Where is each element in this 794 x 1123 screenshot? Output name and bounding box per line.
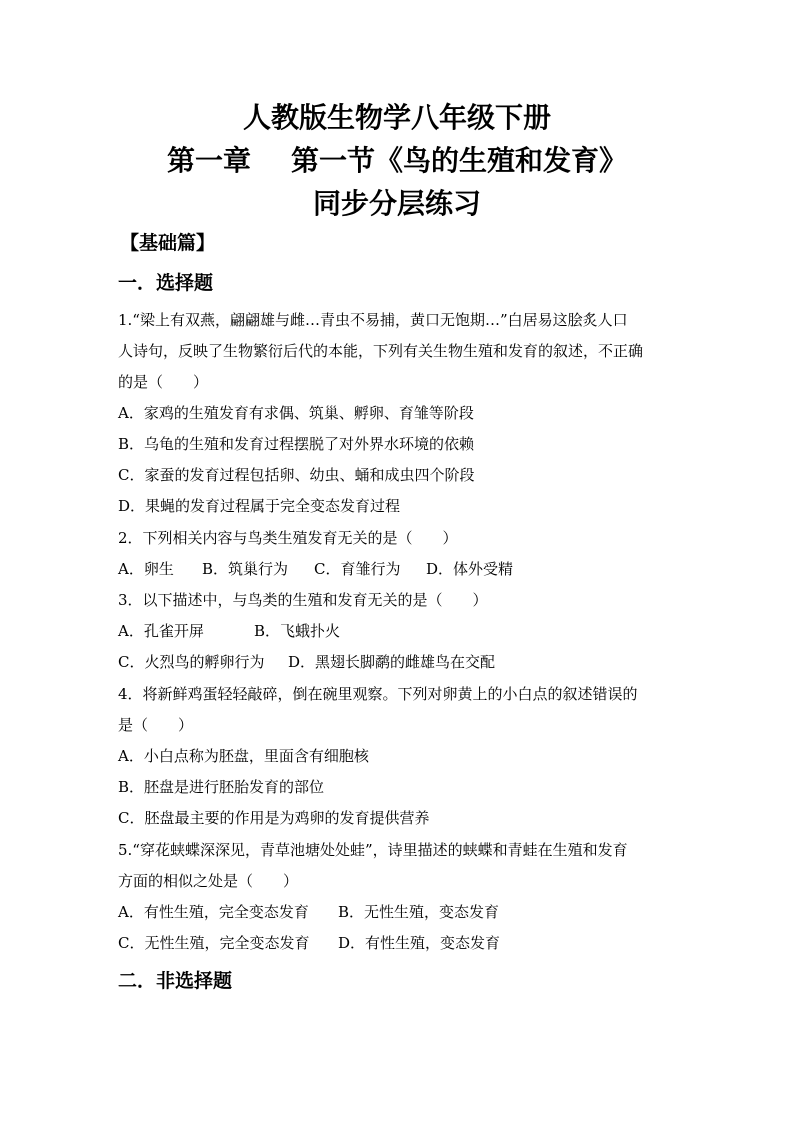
option-c: C．胚盘最主要的作用是为鸡卵的发育提供营养 <box>118 809 430 827</box>
document-title-line1: 人教版生物学八年级下册 <box>242 101 551 134</box>
basic-section-heading: 【基础篇】 <box>120 232 216 254</box>
option-d: D．有性生殖，变态发育 <box>338 934 501 952</box>
option-c: C．家蚕的发育过程包括卵、幼虫、蛹和成虫四个阶段 <box>118 466 475 484</box>
choice-section-heading: 一．选择题 <box>118 272 214 294</box>
option-a: A．有性生殖，完全变态发育 <box>118 903 309 921</box>
document-title-line3: 同步分层练习 <box>312 187 481 220</box>
option-b: B．飞蛾扑火 <box>254 622 341 640</box>
option-a: A．卵生 <box>118 560 174 578</box>
option-d: D．体外受精 <box>426 560 514 578</box>
question-stem-line: 1.“梁上有双燕，翩翩雄与雌…青虫不易捕，黄口无饱期…”白居易这脍炙人口 <box>118 311 628 329</box>
option-a: A．家鸡的生殖发育有求偶、筑巢、孵卵、育雏等阶段 <box>118 404 474 422</box>
section-label: 第一节《鸟的生殖和发育》 <box>291 144 628 177</box>
option-b: B．无性生殖，变态发育 <box>338 903 500 921</box>
options-row <box>118 901 499 923</box>
options-row <box>118 558 513 580</box>
document-title-line2 <box>0 143 794 179</box>
options-row <box>118 651 495 673</box>
option-d: D．黑翅长脚鹬的雌雄鸟在交配 <box>288 653 496 671</box>
option-d: D．果蝇的发育过程属于完全变态发育过程 <box>118 497 401 515</box>
question-stem-line: 4．将新鲜鸡蛋轻轻敲碎，倒在碗里观察。下列对卵黄上的小白点的叙述错误的 <box>118 685 638 703</box>
question-stem-line: 2．下列相关内容与鸟类生殖发育无关的是（ ） <box>118 529 458 547</box>
question-stem-line: 3．以下描述中，与鸟类的生殖和发育无关的是（ ） <box>118 591 488 609</box>
question-stem-line: 5.“穿花蛱蝶深深见，青草池塘处处蛙”，诗里描述的蛱蝶和青蛙在生殖和发育 <box>118 841 628 859</box>
options-row <box>118 620 340 642</box>
option-b: B．乌龟的生殖和发育过程摆脱了对外界水环境的依赖 <box>118 435 475 453</box>
question-stem-line: 是（ ） <box>118 716 194 734</box>
option-a: A．小白点称为胚盘，里面含有细胞核 <box>118 747 369 765</box>
chapter-label: 第一章 <box>166 144 251 177</box>
options-row <box>118 932 500 954</box>
option-c: C．无性生殖，完全变态发育 <box>118 934 310 952</box>
option-b: B．筑巢行为 <box>202 560 289 578</box>
nonchoice-section-heading: 二．非选择题 <box>118 970 233 992</box>
question-stem-line: 的是（ ） <box>118 373 209 391</box>
option-b: B．胚盘是进行胚胎发育的部位 <box>118 778 325 796</box>
option-c: C．育雏行为 <box>314 560 401 578</box>
option-c: C．火烈鸟的孵卵行为 <box>118 653 265 671</box>
question-stem-line: 方面的相似之处是（ ） <box>118 872 299 890</box>
option-a: A．孔雀开屏 <box>118 622 204 640</box>
question-stem-line: 人诗句，反映了生物繁衍后代的本能，下列有关生物生殖和发育的叙述，不正确 <box>118 342 644 360</box>
